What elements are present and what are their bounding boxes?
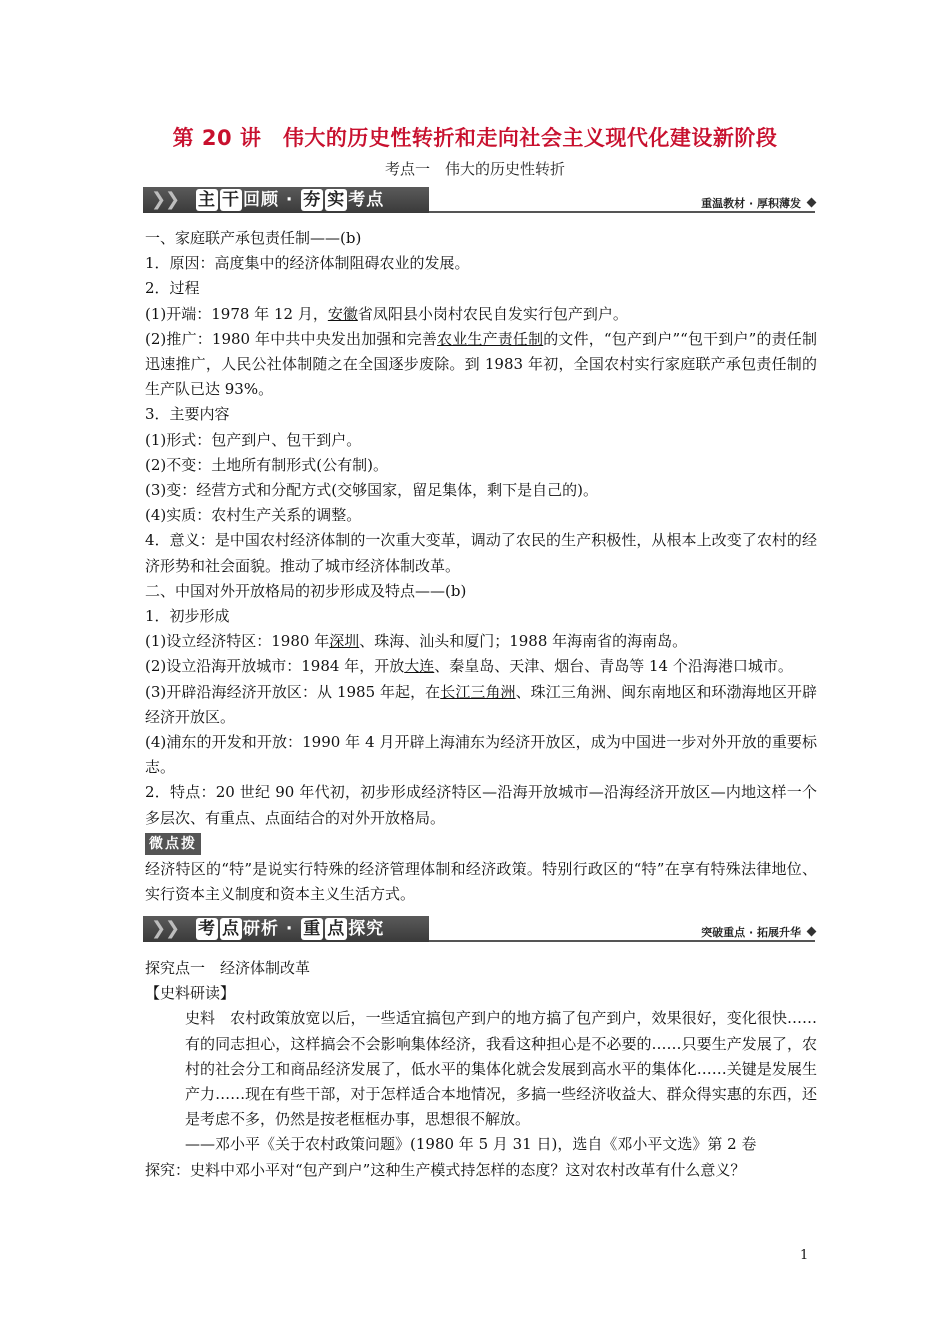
- text-line: 3．主要内容: [145, 405, 230, 424]
- question-line: 探究：史料中邓小平对“包产到户”这种生产模式持怎样的态度？这对农村改革有什么意义？: [145, 1160, 746, 1179]
- text-line: 1．原因：高度集中的经济体制阻碍农业的发展。: [145, 254, 470, 273]
- text-line: 2．特点：20 世纪 90 年代初，初步形成经济特区—沿海开放城市—沿海经济开放区—内地这样一个多层次、有重点、点面结合的对外开放格局。: [145, 783, 817, 827]
- banner-label: 考 点 研析 · 重 点 探究: [198, 919, 385, 939]
- text-line: (1)设立经济特区：1980 年深圳、珠海、汕头和厦门；1988 年海南省的海南岛。: [145, 632, 688, 651]
- banner-label: 主 干 回顾 · 夯 实 考点: [198, 190, 385, 210]
- tip-badge: 微点拨: [145, 833, 201, 855]
- diamond-icon: [807, 198, 817, 208]
- banner-rule: [429, 211, 815, 213]
- text-line: 4．意义：是中国农村经济体制的一次重大变革，调动了农民的生产积极性，从根本上改变了农村的经济形势和社会面貌。推动了城市经济体制改革。: [145, 531, 817, 575]
- tip-text: 经济特区的“特”是说实行特殊的经济管理体制和经济政策。特别行政区的“特”在享有特殊法律地位、实行资本主义制度和资本主义生活方式。: [145, 859, 817, 904]
- text-line: (2)不变：土地所有制形式(公有制)。: [145, 455, 388, 474]
- section-banner-review: [143, 183, 815, 217]
- explore-content: [145, 956, 817, 1183]
- review-content: [145, 226, 817, 907]
- heading-line: 二、中国对外开放格局的初步形成及特点——(b): [145, 581, 467, 600]
- text-line: (3)变：经营方式和分配方式(交够国家，留足集体，剩下是自己的)。: [145, 481, 598, 500]
- text-line: (1)开端：1978 年 12 月，安徽省凤阳县小岗村农民自发实行包产到户。: [145, 304, 628, 323]
- page-title: 第 20 讲 伟大的历史性转折和走向社会主义现代化建设新阶段: [172, 126, 778, 150]
- chevron-icon: ❯: [151, 189, 167, 210]
- text-line: (4)浦东的开发和开放：1990 年 4 月开辟上海浦东为经济开放区，成为中国进一步对外开放的重要标志。: [145, 733, 817, 777]
- text-line: 1．初步形成: [145, 607, 230, 626]
- page-subtitle: 考点一 伟大的历史性转折: [384, 160, 565, 178]
- chevron-icon: ❯: [165, 918, 181, 939]
- chevron-icon: ❯: [151, 918, 167, 939]
- source-citation: ——邓小平《关于农村政策问题》(1980 年 5 月 31 日)，选自《邓小平文选》第 2 卷: [185, 1135, 757, 1154]
- text-line: 2．过程: [145, 279, 200, 298]
- banner-tagline: 突破重点 · 拓展升华: [701, 926, 801, 939]
- text-line: (1)形式：包产到户、包干到户。: [145, 430, 362, 449]
- text-line: (2)设立沿海开放城市：1984 年，开放大连、秦皇岛、天津、烟台、青岛等 14 个沿海港口城市。: [145, 657, 793, 676]
- page-number: 1: [800, 1248, 809, 1263]
- source-quote: 史料 农村政策放宽以后，一些适宜搞包产到户的地方搞了包产到户，效果很好，变化很快……有的同志担心，这样搞会不会影响集体经济，我看这种担心是不必要的……只要生产发展了，农村的社会分工和商品经济发展了，低水平的集体化就会发展到高水平的集体化……关键是发展生产力……现在有些干部，对于怎样适合本地情况，多搞一些经济收益大、群众得实惠的东西，还是考虑不多，仍然是按老框框办事，思想很不解放。: [185, 1009, 817, 1129]
- banner-rule: [429, 940, 815, 942]
- diamond-icon: [807, 927, 817, 937]
- chevron-icon: ❯: [165, 189, 181, 210]
- heading-line: 一、家庭联产承包责任制——(b): [145, 229, 362, 247]
- text-line: (2)推广：1980 年中共中央发出加强和完善农业生产责任制的文件，“包产到户”“包干到户”的责任制迅速推广，人民公社体制随之在全国逐步废除。到 1983 年初，全国农村实行家庭联产承包责任制的生产队已达 93%。: [145, 329, 817, 399]
- banner-tagline: 重温教材 · 厚积薄发: [701, 197, 801, 210]
- text-line: 【史料研读】: [145, 984, 236, 1003]
- section-banner-explore: [143, 912, 815, 946]
- text-line: (3)开辟沿海经济开放区：从 1985 年起，在长江三角洲、珠江三角洲、闽东南地区和环渤海地区开辟经济开放区。: [145, 682, 817, 726]
- text-line: (4)实质：农村生产关系的调整。: [145, 506, 362, 525]
- heading-line: 探究点一 经济体制改革: [145, 959, 311, 977]
